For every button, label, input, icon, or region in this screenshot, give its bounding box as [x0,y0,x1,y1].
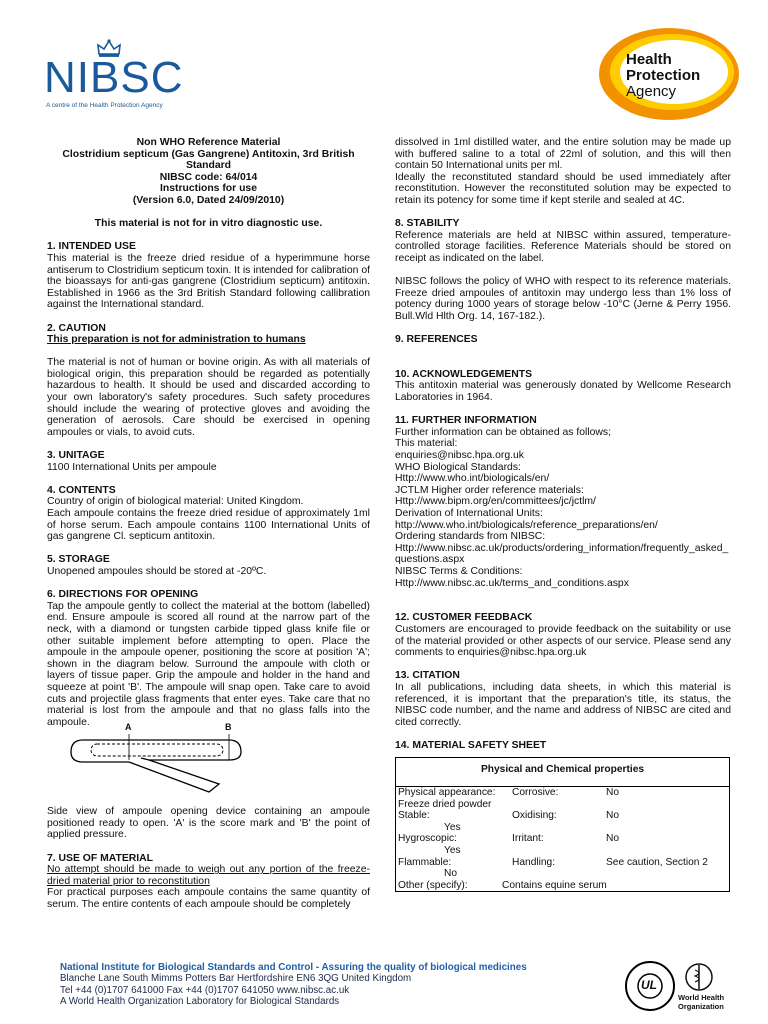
section-2-title: 2. CAUTION [47,322,106,334]
hpa-wordmark: Health Protection Agency [626,51,701,100]
footer-address: Blanche Lane South Mimms Potters Bar Hertfordshire EN6 3QG United Kingdom [60,973,412,985]
section-13-title: 13. CITATION [395,670,460,682]
table-cell: Handling: [512,856,556,868]
url-link[interactable]: Http://www.nibsc.ac.uk/terms_and_conditions.aspx [395,577,629,589]
section-5-body: Unopened ampoules should be stored at -20ºC. [47,565,267,577]
url-link[interactable]: Http://www.nibsc.ac.uk/products/ordering_information/frequently_asked_ [395,542,729,554]
section-3-title: 3. UNITAGE [47,450,105,462]
right-column [395,137,731,892]
url-link[interactable]: questions.aspx [395,554,465,566]
nibsc-tagline: A centre of the Health Protection Agency [46,102,163,109]
left-column [47,137,370,911]
info-line: WHO Biological Standards: [395,461,521,473]
url-link[interactable]: Http://www.bipm.org/en/committees/jc/jctlm/ [395,496,596,508]
table-row [396,857,730,880]
email-link[interactable]: enquiries@nibsc.hpa.org.uk [395,450,524,462]
section-7-continued: dissolved in 1ml distilled water, and the entire solution may be made up with buffered saline to a total of 22ml of solution, and this will then contain 50 International units per ml. [395,137,731,172]
table-row [396,787,730,811]
section-14-title: 14. MATERIAL SAFETY SHEET [395,739,547,751]
who-emblem-icon [684,962,714,992]
doc-title-line2: Clostridium septicum (Gas Gangrene) Antitoxin, 3rd British Standard [62,148,355,172]
section-4-body-1: Country of origin of biological material: United Kingdom. [47,496,304,508]
info-line: Further information can be obtained as follows; [395,426,612,438]
url-link[interactable]: Http://www.who.int/biologicals/en/ [395,473,550,485]
footer-contact: Tel +44 (0)1707 641000 Fax +44 (0)1707 641050 www.nibsc.ac.uk [60,984,350,996]
doc-version: (Version 6.0, Dated 24/09/2010) [132,194,285,206]
section-2-warning: This preparation is not for administration to humans [47,334,306,346]
table-cell: Hygroscopic: Yes [396,833,501,856]
section-12-body: Customers are encouraged to provide feedback on the suitability or use of the material provided or other aspects of our service. Please send any comments to enquiries@nibsc.hpa.org.uk [395,623,731,659]
table-cell [500,833,510,856]
section-7-body: For practical purposes each ampoule contains the same quantity of serum. The entire contents of each ampoule should be completely [47,887,370,911]
table-cell: Corrosive: [512,787,559,799]
section-4-body-2: Each ampoule contains the freeze dried residue of approximately 1ml of horse serum. Each ampoule contains 1100 International Units of gas gangrene Cl. septicum antitoxin. [47,508,370,543]
table-cell: No [604,833,730,856]
diagram-label-b: B [225,722,232,733]
section-3-body: 1100 International Units per ampoule [47,461,217,473]
table-cell: Stable: Yes [396,810,501,833]
info-line: Derivation of International Units: [395,508,543,519]
section-7-title: 7. USE OF MATERIAL [47,852,154,864]
section-4-title: 4. CONTENTS [47,484,116,496]
table-cell: No [604,810,730,833]
footer-institute: National Institute for Biological Standards and Control - Assuring the quality of biological medicines [60,962,527,973]
table-row [396,833,730,856]
table-cell: Contains equine serum [500,880,730,892]
section-12-title: 12. CUSTOMER FEEDBACK [395,612,533,624]
section-10-body: This antitoxin material was generously donated by Wellcome Research Laboratories in 1964. [395,380,731,404]
table-cell: Oxidising: [512,810,557,822]
section-2-body: The material is not of human or bovine origin. As with all materials of biological origin, this preparation should be regarded as potentially hazardous to health. It should be used and discarded according to your own laboratory's safety procedures. Such safety procedures should include the wearing of protective gloves and avoiding the generation of aerosols. Care should be exercised in opening ampoules or vials, to avoid cuts. [47,357,370,438]
doc-code: NIBSC code: 64/014 [159,171,258,183]
doc-title-line1: Non WHO Reference Material [136,137,281,148]
who-wordmark: World Health Organization [678,993,725,1011]
info-line: This material: [395,438,458,450]
safety-table-header: Physical and Chemical properties [396,758,730,787]
table-cell: Other (specify): [396,880,501,892]
table-cell: Flammable: No [396,857,501,880]
table-cell: Physical appearance: Freeze dried powder [396,787,501,811]
doc-subtitle: Instructions for use [160,183,257,195]
section-10-title: 10. ACKNOWLEDGEMENTS [395,368,533,380]
ul-certification-logo: UL [624,960,676,1012]
table-cell [500,857,510,880]
footer-who-lab: A World Health Organization Laboratory for Biological Standards [60,996,340,1008]
info-line: NIBSC Terms & Conditions: [395,565,523,577]
ampoule-opener-diagram [69,722,259,798]
ivd-notice: This material is not for in vitro diagnostic use. [94,218,323,230]
section-7-continued-2: Ideally the reconstituted standard should be used immediately after reconstitution. However the reconstituted solution may be expected to retain its potency for some time if kept sterile and sealed at 4C. [395,171,731,206]
table-cell: No [604,787,730,811]
table-cell [500,810,510,833]
diagram-label-a: A [125,722,132,733]
info-line: Ordering standards from NIBSC: [395,531,546,543]
section-8-body-2: NIBSC follows the policy of WHO with respect to its reference materials. Freeze dried ampoules of antitoxin may undergo less than 1% loss of potency during 1000 years of storage below -10°C (Jerne & Perry 1956. Bull.Wld Hlth Org. 14, 167-182.). [395,276,731,322]
table-cell: See caution, Section 2 [604,857,730,880]
table-row [396,810,730,833]
section-6-title: 6. DIRECTIONS FOR OPENING [47,589,199,601]
safety-table [395,757,730,892]
section-1-body: This material is the freeze dried residue of a hyperimmune horse antiserum to Clostridium septicum toxin. It is intended for calibration of the bioassays for anti-gas gangrene (Clostridium septicum) antitoxin. Established in 1966 as the 3rd British Standard following callibration against the International standard. [47,252,370,311]
url-link[interactable]: http://www.who.int/biologicals/reference_preparations/en/ [395,519,658,531]
nibsc-wordmark: NIBSC [44,53,184,102]
table-cell [500,787,510,811]
section-13-body: In all publications, including data sheets, in which this material is referenced, it is important that the preparation's title, its status, the NIBSC code number, and the name and address of NIBSC are cited and cited correctly. [395,681,731,728]
diagram-caption: Side view of ampoule opening device containing an ampoule positioned ready to open. 'A' is the score mark and 'B' the point of applied pressure. [47,806,370,841]
section-1-title: 1. INTENDED USE [47,241,136,253]
nibsc-logo [44,38,194,110]
who-logo [678,962,742,1018]
section-8-body-1: Reference materials are held at NIBSC within assured, temperature-controlled storage facilities. Reference Materials should be stored on receipt as indicated on the label. [395,229,731,264]
section-11-title: 11. FURTHER INFORMATION [395,415,537,427]
table-cell: Irritant: [512,833,544,845]
section-7-warning: No attempt should be made to weigh out any portion of the freeze-dried material prior to reconstitution [47,864,370,887]
section-5-title: 5. STORAGE [47,554,110,566]
table-row [396,880,730,892]
info-line: JCTLM Higher order reference materials: [395,484,584,496]
section-6-body: Tap the ampoule gently to collect the material at the bottom (labelled) end. Ensure ampoule is scored all round at the narrow part of the neck, with a diamond or tungsten carbide tipped glass knife file or other suitable implement before attempting to open. Place the ampoule in the ampoule opener, positioning the score at position 'A'; shown in the diagram below. Surround the ampoule with cloth or layers of tissue paper. Grip the ampoule and holder in the hand and squeeze at point 'B'. The ampoule will snap open. Take care to avoid cuts and projectile glass fragments that enter eyes. Take care that no material is lost from the ampoule and that no glass falls into the ampoule. [47,600,370,728]
page-footer [60,962,620,1008]
hpa-logo [594,22,744,122]
section-8-title: 8. STABILITY [395,218,460,230]
section-9-title: 9. REFERENCES [395,334,478,346]
